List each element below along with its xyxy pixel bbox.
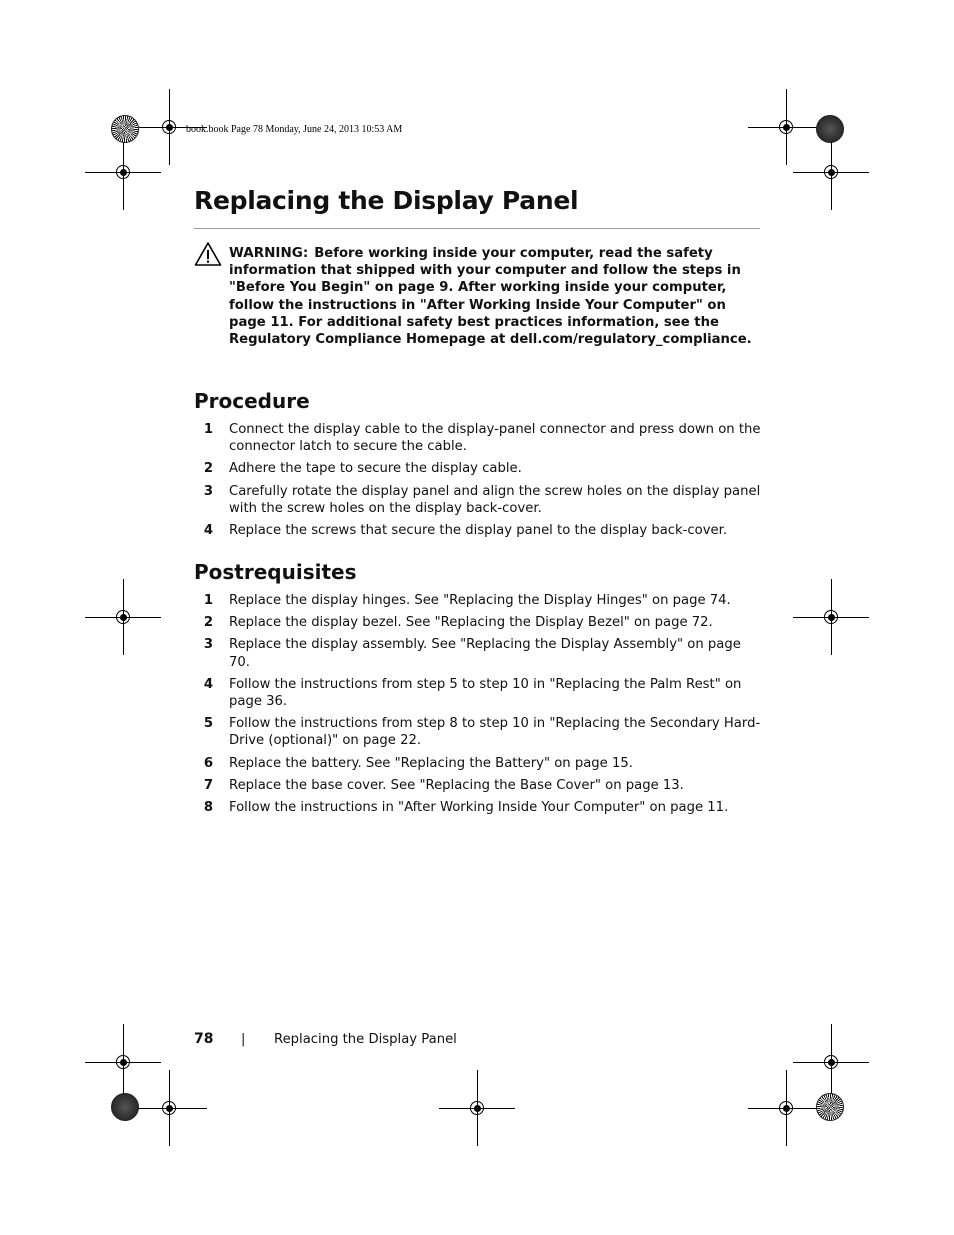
- list-item: [194, 636, 764, 670]
- footer-separator: |: [241, 1032, 246, 1047]
- step-number: 1: [203, 422, 213, 437]
- warning-note: [229, 245, 764, 348]
- step-number: 2: [203, 615, 213, 631]
- print-slug: book.book Page 78 Monday, June 24, 2013 10:53 AM: [186, 124, 403, 135]
- step-number: 2: [203, 461, 213, 477]
- step-text: Replace the display hinges. See "Replacing the Display Hinges" on page 74.: [229, 593, 731, 608]
- step-text: Replace the screws that secure the display panel to the display back-cover.: [229, 523, 728, 539]
- page-number: 78: [194, 1031, 214, 1047]
- step-text: Carefully rotate the display panel and align the screw holes on the display panel with the screw holes on the display back-cover.: [229, 483, 761, 516]
- step-text: Connect the display cable to the display-panel connector and press down on the connector latch to secure the cable.: [229, 422, 761, 455]
- step-text: Replace the display bezel. See "Replacing the Display Bezel" on page 72.: [229, 615, 713, 631]
- list-item: [194, 614, 764, 631]
- step-number: 4: [203, 523, 213, 539]
- step-text: Follow the instructions from step 8 to step 10 in "Replacing the Secondary Hard-Drive (optional)" on page 22.: [229, 716, 761, 749]
- color-target-icon: [816, 115, 844, 143]
- step-text: Follow the instructions from step 5 to step 10 in "Replacing the Palm Rest" on page 36.: [229, 676, 742, 710]
- step-text: Replace the display assembly. See "Replacing the Display Assembly" on page 70.: [229, 637, 741, 670]
- star-target-icon: [111, 115, 139, 143]
- list-item: [194, 676, 764, 710]
- step-text: Replace the base cover. See "Replacing the Base Cover" on page 13.: [229, 777, 684, 793]
- step-number: 7: [203, 777, 213, 793]
- step-number: 5: [203, 716, 213, 732]
- warning-label: WARNING:: [229, 245, 309, 261]
- list-item: [194, 715, 764, 749]
- list-item: [194, 421, 764, 455]
- list-item: [194, 799, 764, 816]
- color-target-icon: [111, 1093, 139, 1121]
- warning-icon: [194, 241, 222, 267]
- step-number: 3: [203, 483, 213, 499]
- step-number: 3: [203, 637, 213, 653]
- postrequisites-heading: Postrequisites: [194, 560, 357, 584]
- step-number: 8: [203, 800, 213, 816]
- postrequisites-list: [194, 592, 764, 821]
- step-number: 4: [203, 676, 213, 692]
- page-title: Replacing the Display Panel: [194, 186, 579, 215]
- list-item: [194, 777, 764, 794]
- star-target-icon: [816, 1093, 844, 1121]
- procedure-heading: Procedure: [194, 389, 310, 413]
- title-rule: [194, 228, 760, 229]
- step-text: Replace the battery. See "Replacing the Battery" on page 15.: [229, 755, 633, 771]
- list-item: [194, 460, 764, 477]
- list-item: [194, 755, 764, 772]
- step-number: 6: [203, 755, 213, 771]
- list-item: [194, 483, 764, 517]
- procedure-list: [194, 421, 764, 544]
- warning-text: Before working inside your computer, read the safety information that shipped with your computer and follow the steps in "Before You Begin" on page 9. After working inside your computer, follow the instructions in "After Working Inside Your Computer" on page 11. For additional safety best practices information, see the Regulatory Compliance Homepage at dell.com/regulatory_compliance.: [229, 246, 752, 348]
- footer-section-title: Replacing the Display Panel: [274, 1032, 457, 1047]
- step-text: Adhere the tape to secure the display cable.: [229, 461, 522, 477]
- list-item: [194, 522, 764, 539]
- step-number: 1: [203, 593, 213, 608]
- list-item: [194, 592, 764, 609]
- step-text: Follow the instructions in "After Working Inside Your Computer" on page 11.: [229, 800, 729, 816]
